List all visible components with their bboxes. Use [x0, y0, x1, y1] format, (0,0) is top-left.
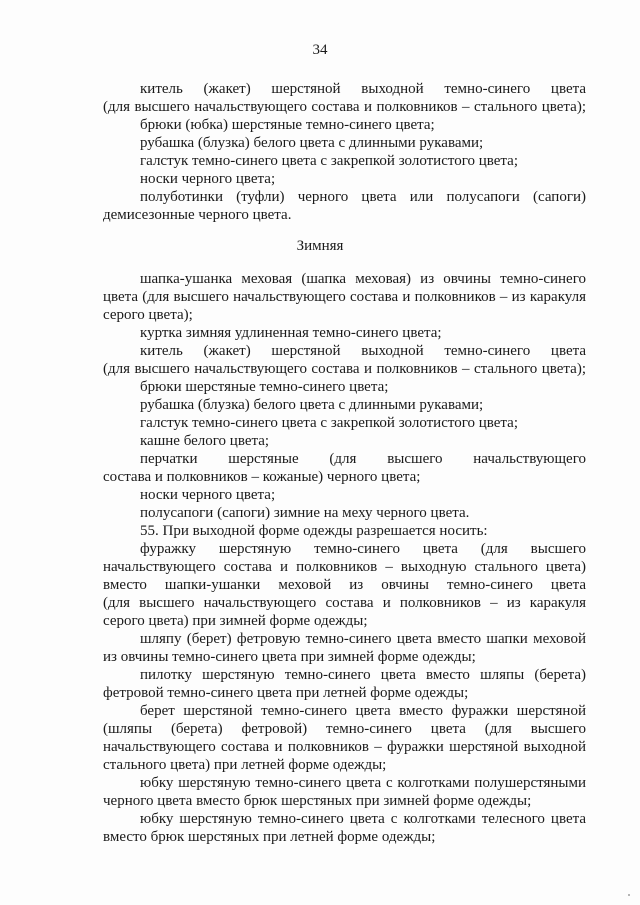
text-line: состава и полковников – кожаные) черного цвета;: [103, 469, 421, 485]
text-line: рубашка (блузка) белого цвета с длинными рукавами;: [140, 397, 484, 413]
text-line: полуботинки (туфли) черного цвета или полусапоги (сапоги): [140, 189, 586, 205]
section-heading: Зимняя: [296, 238, 344, 254]
text-line: галстук темно-синего цвета с закрепкой золотистого цвета;: [140, 415, 518, 431]
text-line: (для высшего начальствующего состава и полковников – стального цвета);: [103, 99, 586, 115]
text-line: берет шерстяной темно-синего цвета вместо фуражки шерстяной: [140, 703, 586, 719]
text-line: китель (жакет) шерстяной выходной темно-синего цвета: [140, 343, 586, 359]
text-line: юбку шерстяную темно-синего цвета с колготками полушерстяными: [140, 775, 586, 791]
text-line: носки черного цвета;: [140, 171, 276, 187]
text-line: 55. При выходной форме одежды разрешается носить:: [140, 523, 488, 539]
text-line: брюки (юбка) шерстяные темно-синего цвета;: [140, 117, 435, 133]
text-line: шляпу (берет) фетровую темно-синего цвета вместо шапки меховой: [140, 631, 586, 647]
text-line: серого цвета);: [103, 307, 193, 323]
text-line: демисезонные черного цвета.: [103, 207, 292, 223]
text-line: рубашка (блузка) белого цвета с длинными рукавами;: [140, 135, 484, 151]
text-line: фетровой темно-синего цвета при летней форме одежды;: [103, 685, 469, 701]
text-line: куртка зимняя удлиненная темно-синего цвета;: [140, 325, 442, 341]
page-number: 34: [312, 42, 328, 58]
text-line: кашне белого цвета;: [140, 433, 270, 449]
text-line: цвета (для высшего начальствующего состава и полковников – из каракуля: [103, 289, 586, 305]
text-line: черного цвета вместо брюк шерстяных при зимней форме одежды;: [103, 793, 532, 809]
text-line: фуражку шерстяную темно-синего цвета (для высшего: [140, 541, 586, 557]
text-line: начальствующего состава и полковников – фуражки шерстяной выходной: [103, 739, 586, 755]
text-line: юбку шерстяную темно-синего цвета с колготками телесного цвета: [140, 811, 586, 827]
text-line: (шляпы (берета) фетровой) темно-синего цвета (для высшего: [103, 721, 586, 737]
text-line: полусапоги (сапоги) зимние на меху черного цвета.: [140, 505, 470, 521]
text-line: пилотку шерстяную темно-синего цвета вместо шляпы (берета): [140, 667, 586, 683]
text-line: стального цвета) при летней форме одежды;: [103, 757, 387, 773]
text-line: перчатки шерстяные (для высшего начальствующего: [140, 451, 586, 467]
text-line: вместо брюк шерстяных при летней форме одежды;: [103, 829, 436, 845]
text-line: из овчины темно-синего цвета при зимней форме одежды;: [103, 649, 476, 665]
text-line: вместо шапки-ушанки меховой из овчины темно-синего цвета: [103, 577, 586, 593]
text-line: носки черного цвета;: [140, 487, 276, 503]
text-line: (для высшего начальствующего состава и полковников – из каракуля: [103, 595, 586, 611]
text-line: галстук темно-синего цвета с закрепкой золотистого цвета;: [140, 153, 518, 169]
text-line: (для высшего начальствующего состава и полковников – стального цвета);: [103, 361, 586, 377]
text-line: китель (жакет) шерстяной выходной темно-синего цвета: [140, 81, 586, 97]
text-line: брюки шерстяные темно-синего цвета;: [140, 379, 389, 395]
text-line: шапка-ушанка меховая (шапка меховая) из овчины темно-синего: [140, 271, 586, 287]
text-line: серого цвета) при зимней форме одежды;: [103, 613, 368, 629]
scan-speck: [628, 894, 630, 896]
text-line: начальствующего состава и полковников – выходную стального цвета): [103, 559, 586, 575]
